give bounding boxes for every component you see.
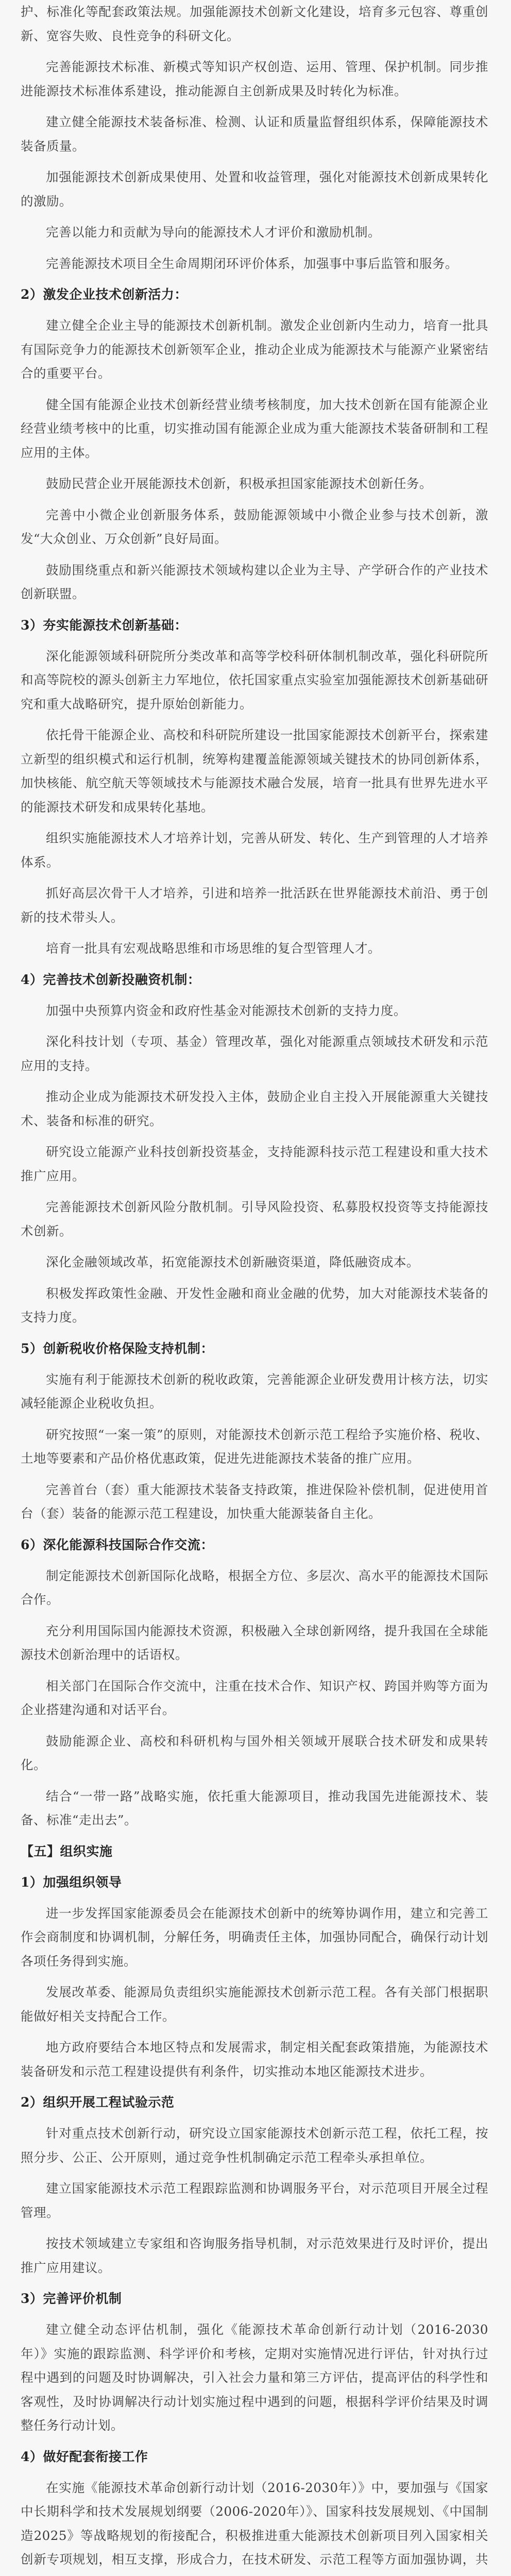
- section-heading: 2）激发企业技术创新活力：: [21, 287, 188, 302]
- section-heading: 4）完善技术创新投融资机制：: [21, 972, 201, 987]
- paragraph: 在实施《能源技术革命创新行动计划（2016-2030年）》中，要加强与《国家中长期科学和技术发展规划纲要（2006-2020年）》、国家科技发展规划、《中国制造2025》等战略规划的衔接配合，积极推进重大能源技术创新项目列入国家相关创新专项规划，相互支撑，形成合力，在技术研发、示范工程等方面加强协调，共: [21, 2480, 488, 2567]
- paragraph: 实施有利于能源技术创新的税收政策，完善能源企业研发费用计核方法，切实减轻能源企业税收负担。: [21, 1371, 488, 1411]
- paragraph: 加强能源技术创新成果使用、处置和收益管理，强化对能源技术创新成果转化的激励。: [21, 170, 488, 209]
- paragraph: 相关部门在国际合作交流中，注重在技术合作、知识产权、跨国并购等方面为企业搭建沟通和对话平台。: [21, 1678, 488, 1717]
- paragraph: 建立健全能源技术装备标准、检测、认证和质量监督组织体系，保障能源技术装备质量。: [21, 114, 488, 154]
- paragraph: 结合“一带一路”战略实施，依托重大能源项目，推动我国先进能源技术、装备、标准“走出去”。: [21, 1788, 488, 1827]
- paragraph: 按技术领域建立专家组和咨询服务指导机制，对示范效果进行及时评价，提出推广应用建议。: [21, 2236, 488, 2275]
- section-heading: 1）加强组织领导: [21, 1874, 122, 1890]
- paragraph: 深化能源领域科研院所分类改革和高等学校科研体制机制改革，强化科研院所和高等院校的源头创新主力军地位，依托国家重点实验室加强能源技术创新基础研究和重大战略研究，提升原始创新能力。: [21, 648, 488, 711]
- paragraph: 完善中小微企业创新服务体系，鼓励能源领域中小微企业参与技术创新，激发“大众创业、万众创新”良好局面。: [21, 507, 488, 546]
- paragraph: 建立健全动态评估机制，强化《能源技术革命创新行动计划（2016-2030年）》实施的跟踪监测、科学评价和考核，定期对实施情况进行评估，针对执行过程中遇到的问题及时协调解决，引入社会力量和第三方评估，提高评估的科学性和客观性，及时协调解决行动计划实施过程中遇到的问题，根据科学评价结果及时调整任务行动计划。: [21, 2322, 488, 2433]
- paragraph: 鼓励能源企业、高校和科研机构与国外相关领域开展联合技术研发和成果转化。: [21, 1733, 488, 1772]
- section-heading: 2）组织开展工程试验示范: [21, 2095, 175, 2110]
- paragraph: 地方政府要结合本地区特点和发展需求，制定相关配套政策措施，为能源技术装备研发和示范工程建设提供有利条件，切实推动本地区能源技术进步。: [21, 2040, 488, 2079]
- paragraph: 建立健全企业主导的能源技术创新机制。激发企业创新内生动力，培育一批具有国际竞争力的能源技术创新领军企业，推动企业成为能源技术与能源产业紧密结合的重要平台。: [21, 318, 488, 381]
- paragraph: 研究设立能源产业科技创新投资基金，支持能源科技示范工程建设和重大技术推广应用。: [21, 1144, 488, 1183]
- paragraph: 完善首台（套）重大能源技术装备支持政策，推进保险补偿机制，促进使用首台（套）装备的能源示范工程建设，加快重大能源装备自主化。: [21, 1482, 488, 1521]
- paragraph: 积极发挥政策性金融、开发性金融和商业金融的优势，加大对能源技术装备的支持力度。: [21, 1285, 488, 1325]
- paragraph: 完善能源技术标准、新模式等知识产权创造、运用、管理、保护机制。同步推进能源技术标准体系建设，推动能源自主创新成果及时转化为标准。: [21, 59, 488, 98]
- paragraph: 护、标准化等配套政策法规。加强能源技术创新文化建设，培育多元包容、尊重创新、宽容失败、良性竞争的科研文化。: [21, 4, 488, 43]
- paragraph: 完善能源技术创新风险分散机制。引导风险投资、私募股权投资等支持能源技术创新。: [21, 1199, 488, 1239]
- section-heading: 3）夯实能源技术创新基础：: [21, 617, 188, 633]
- section-heading: 6）深化能源科技国际合作交流：: [21, 1537, 214, 1552]
- paragraph: 加强中央预算内资金和政府性基金对能源技术创新的支持力度。: [46, 1003, 406, 1018]
- paragraph: 培育一批具有宏观战略思维和市场思维的复合型管理人才。: [46, 941, 381, 956]
- section-heading: 3）完善评价机制: [21, 2291, 122, 2306]
- paragraph: 针对重点技术创新行动，研究设立国家能源技术创新示范工程，依托工程，按照分步、公正、公开原则，通过竞争性机制确定示范工程牵头承担单位。: [21, 2126, 488, 2165]
- paragraph: 鼓励围绕重点和新兴能源技术领域构建以企业为主导、产学研合作的产业技术创新联盟。: [21, 562, 488, 601]
- paragraph: 完善以能力和贡献为导向的能源技术人才评价和激励机制。: [46, 225, 381, 240]
- paragraph: 制定能源技术创新国际化战略，根据全方位、多层次、高水平的能源技术国际合作。: [21, 1568, 488, 1607]
- paragraph: 抓好高层次骨干人才培养，引进和培养一批活跃在世界能源技术前沿、勇于创新的技术带头人。: [21, 886, 488, 925]
- paragraph: 依托骨干能源企业、高校和科研院所建设一批国家能源技术创新平台，探索建立新型的组织模式和运行机制，统筹构建覆盖能源领域关键技术的协同创新体系，加快核能、航空航天等领域技术与能源技术融合发展，培育一批具有世界先进水平的能源技术研发和成果转化基地。: [21, 727, 488, 815]
- paragraph: 进一步发挥国家能源委员会在能源技术创新中的统筹协调作用，建立和完善工作会商制度和协调机制，分解任务，明确责任主体，加强协同配合，确保行动计划各项任务得到实施。: [21, 1905, 488, 1969]
- paragraph: 发展改革委、能源局负责组织实施能源技术创新示范工程。各有关部门根据职能做好相关支持配合工作。: [21, 1985, 488, 2024]
- section-heading: 4）做好配套衔接工作: [21, 2449, 148, 2464]
- section-heading: 【五】组织实施: [21, 1843, 113, 1859]
- paragraph: 建立国家能源技术示范工程跟踪监测和协调服务平台，对示范项目开展全过程管理。: [21, 2181, 488, 2220]
- paragraph: 充分利用国际国内能源技术资源，积极融入全球创新网络，提升我国在全球能源技术创新治理中的话语权。: [21, 1623, 488, 1662]
- paragraph: 健全国有能源企业技术创新经营业绩考核制度，加大技术创新在国有能源企业经营业绩考核中的比重，切实推动国有能源企业成为重大能源技术装备研制和工程应用的主体。: [21, 397, 488, 460]
- paragraph: 深化金融领域改革，拓宽能源技术创新融资渠道，降低融资成本。: [46, 1255, 419, 1269]
- section-heading: 5）创新税收价格保险支持机制：: [21, 1341, 214, 1356]
- paragraph: 推动企业成为能源技术研发投入主体，鼓励企业自主投入开展能源重大关键技术、装备和标准的研究。: [21, 1089, 488, 1128]
- paragraph: 完善能源技术项目全生命周期闭环评价体系，加强事中事后监管和服务。: [46, 256, 458, 271]
- paragraph: 研究按照“一案一策”的原则，对能源技术创新示范工程给予实施价格、税收、土地等要素和产品价格优惠政策，促进先进能源技术装备的推广应用。: [21, 1427, 488, 1466]
- paragraph: 深化科技计划（专项、基金）管理改革，强化对能源重点领域技术研发和示范应用的支持。: [21, 1034, 488, 1073]
- paragraph: 组织实施能源技术人才培养计划，完善从研发、转化、生产到管理的人才培养体系。: [21, 831, 488, 870]
- paragraph: 鼓励民营企业开展能源技术创新，积极承担国家能源技术创新任务。: [46, 476, 432, 491]
